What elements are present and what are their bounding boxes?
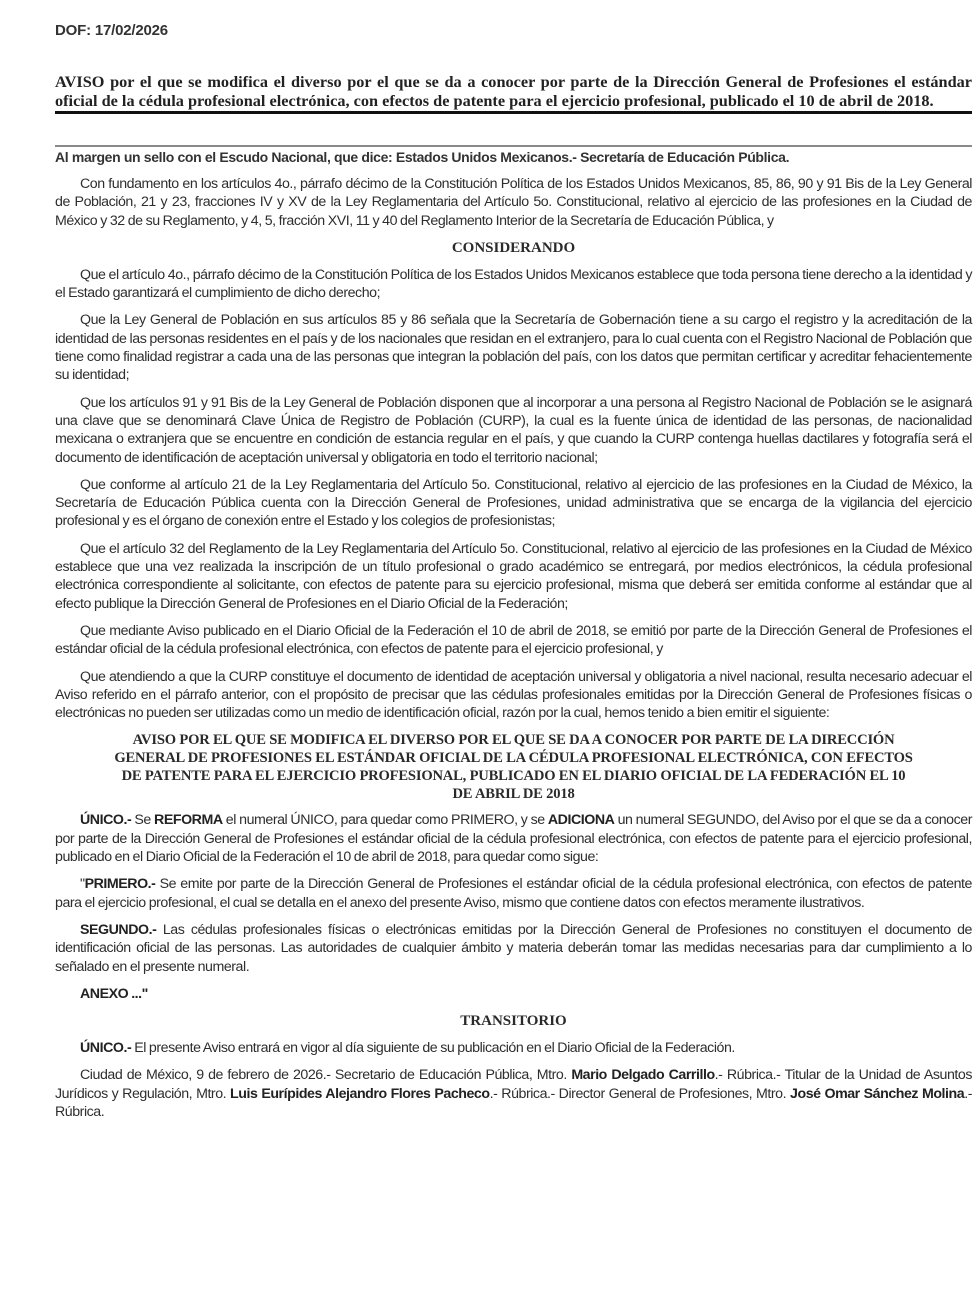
text: un numeral SEGUNDO, del Aviso por el que se da a conocer por parte de la Dirección General de Profesiones el estándar oficial de la cédula profesional electrónica, con efectos de patente para el ejercicio profesional, publicado en el Diario Oficial de la Federación el 10 de abril de 2018, para quedar como sigue:: [55, 812, 972, 866]
considerando-paragraph: Que los artículos 91 y 91 Bis de la Ley General de Población disponen que al incorporar a una persona al Registro Nacional de Población se le asignará una clave que se denominará Clave Única de Registro de Población (CURP), la cual es la fuente única de identidad de las personas, de nacionalidad mexicana o extranjera que se encuentre en condición de estancia regular en el país, y que cuando la CURP contenga huellas dactilares y fotografía será el documento de identificación de aceptación universal y obligatoria en todo el territorio nacional;: [55, 394, 972, 466]
text: el numeral ÚNICO, para quedar como PRIMERO, y se: [222, 812, 548, 829]
considerando-paragraph: Que mediante Aviso publicado en el Diario Oficial de la Federación el 10 de abril de 2018, se emitió por parte de la Dirección General de Profesiones el estándar oficial de la cédula profesional electrónica, con efectos de patente para el ejercicio profesional, y: [55, 622, 972, 658]
primero-paragraph: [55, 875, 972, 912]
seal-note: Al margen un sello con el Escudo Nacional, que dice: Estados Unidos Mexicanos.- Secretaría de Educación Pública.: [55, 149, 790, 165]
text: El presente Aviso entrará en vigor al día siguiente de su publicación en el Diario Oficial de la Federación.: [131, 1040, 735, 1057]
transitorio-heading: TRANSITORIO: [460, 1013, 567, 1030]
considerando-paragraph: Que el artículo 4o., párrafo décimo de la Constitución Política de los Estados Unidos Mexicanos establece que toda persona tiene derecho a la identidad y el Estado garantizará el cumplimiento de dicho derecho;: [55, 266, 972, 302]
segundo-paragraph: [55, 921, 972, 976]
unico-label: ÚNICO.-: [80, 812, 132, 829]
adiciona-keyword: ADICIONA: [547, 812, 615, 829]
considerando-paragraph: Que el artículo 32 del Reglamento de la Ley Reglamentaria del Artículo 5o. Constitucional, relativo al ejercicio de las profesiones en la Ciudad de México establece que una vez realizada la inscripción de un título profesional o grado académico se entregará, por medios electrónicos, la cédula profesional electrónica correspondiente al solicitante, con efectos de patente para su ejercicio profesional, misma que deberá ser emitida conforme al estándar que al efecto publique la Dirección General de Profesiones en el Diario Oficial de la Federación;: [55, 540, 972, 612]
signature-paragraph: [55, 1066, 972, 1121]
text: .- Rúbrica.- Director General de Profesiones, Mtro.: [489, 1085, 791, 1102]
primero-label: PRIMERO.-: [84, 876, 156, 893]
dof-date: DOF: 17/02/2026: [55, 22, 168, 39]
transitorio-paragraph: [55, 1039, 972, 1057]
intro-paragraph: Con fundamento en los artículos 4o., párrafo décimo de la Constitución Política de los Estados Unidos Mexicanos, 85, 86, 90 y 91 Bis de la Ley General de Población, 21 y 23, fracciones IV y XV de la Ley Reglamentaria del Artículo 5o. Constitucional, relativo al ejercicio de las profesiones en la Ciudad de México y 32 de su Reglamento, y 4, 5, fracción XVI, 11 y 40 del Reglamento Interior de la Secretaría de Educación Pública, y: [55, 176, 972, 229]
considerando-heading: CONSIDERANDO: [451, 239, 576, 256]
unico-paragraph: [55, 811, 972, 866]
signer-name: José Omar Sánchez Molina: [790, 1085, 965, 1102]
transitorio-label: ÚNICO.-: [80, 1040, 132, 1057]
aviso-heading: AVISO POR EL QUE SE MODIFICA EL DIVERSO POR EL QUE SE DA A CONOCER POR PARTE DE LA DIRECCIÓN GENERAL DE PROFESIONES EL ESTÁNDAR OFICIAL DE LA CÉDULA PROFESIONAL ELECTRÓNICA, CON EFECTOS DE PATENTE PARA EL EJERCICIO PROFESIONAL, PUBLICADO EN EL DIARIO OFICIAL DE LA FEDERACIÓN EL 10 DE ABRIL DE 2018: [114, 732, 913, 803]
considerando-paragraph: Que la Ley General de Población en sus artículos 85 y 86 señala que la Secretaría de Gobernación tiene a su cargo el registro y la acreditación de la identidad de las personas residentes en el país y de los nacionales que residan en el extranjero, para lo cual cuenta con el Registro Nacional de Población que tiene como finalidad registrar a cada una de las personas que integran la población del país, con los datos que permitan certificar y acreditar fehacientemente su identidad;: [55, 312, 972, 384]
text: Se emite por parte de la Dirección General de Profesiones el estándar oficial de la cédula profesional electrónica, con efectos de patente para el ejercicio profesional, el cual se detalla en el anexo del presente Aviso, mismo que contiene datos con efectos meramente ilustrativos.: [55, 876, 972, 911]
text: Se: [131, 812, 155, 829]
reforma-keyword: REFORMA: [154, 812, 223, 829]
anexo-label: ANEXO ...": [80, 985, 148, 1002]
considerando-paragraph: Que atendiendo a que la CURP constituye el documento de identidad de aceptación universal y obligatoria a nivel nacional, resulta necesario adecuar el Aviso referido en el párrafo anterior, con el propósito de precisar que las cédulas profesionales emitidas por la Dirección General de Profesiones físicas o electrónicas no pueden ser utilizadas como un medio de identificación oficial, razón por la cual, hemos tenido a bien emitir el siguiente:: [55, 668, 972, 722]
text: .- Rúbrica.- Titular de la Unidad de Asuntos Jurídicos y Regulación, Mtro.: [55, 1067, 972, 1102]
text: Ciudad de México, 9 de febrero de 2026.- Secretario de Educación Pública, Mtro.: [80, 1067, 572, 1084]
signer-name: Mario Delgado Carrillo: [571, 1067, 715, 1084]
quote-mark: ": [80, 876, 85, 893]
document-body: [55, 175, 972, 1130]
segundo-label: SEGUNDO.-: [80, 921, 157, 938]
document-title: AVISO por el que se modifica el diverso por el que se da a conocer por parte de la Dirección General de Profesiones el estándar oficial de la cédula profesional electrónica, con efectos de patente para el ejercicio profesional, publicado el 10 de abril de 2018.: [55, 73, 972, 114]
text: .- Rúbrica.: [55, 1085, 972, 1120]
divider: [55, 145, 972, 147]
signer-name: Luis Eurípides Alejandro Flores Pacheco: [230, 1085, 490, 1102]
text: Las cédulas profesionales físicas o electrónicas emitidas por la Dirección General de Profesiones no constituyen el documento de identificación oficial de las personas. Las autoridades de cualquier ámbito y materia deberán tomar las medidas necesarias para dar cumplimiento a lo señalado en el presente numeral.: [55, 921, 972, 975]
anexo-paragraph: [55, 985, 972, 1003]
considerando-paragraph: Que conforme al artículo 21 de la Ley Reglamentaria del Artículo 5o. Constitucional, relativo al ejercicio de las profesiones en la Ciudad de México, la Secretaría de Educación Pública cuenta con la Dirección General de Profesiones, unidad administrativa que se encarga de la vigilancia del ejercicio profesional y es el órgano de conexión entre el Estado y los colegios de profesionistas;: [55, 476, 972, 530]
